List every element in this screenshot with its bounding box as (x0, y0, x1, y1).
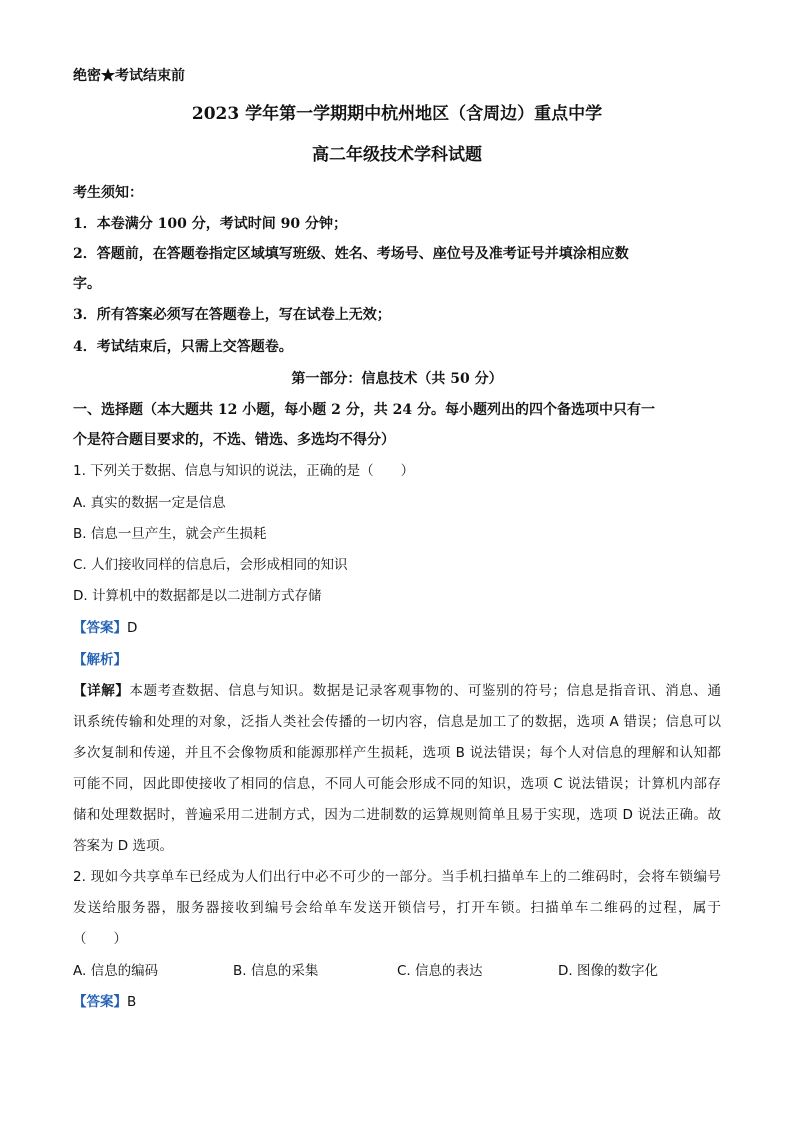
question-1-option-d: D. 计算机中的数据都是以二进制方式存储 (73, 588, 322, 604)
instruction-item: 2．答题前，在答题卷指定区域填写班级、姓名、考场号、座位号及准考证号并填涂相应数 (73, 246, 629, 262)
instruction-item: 4．考试结束后，只需上交答题卷。 (73, 339, 293, 355)
question-1-detail-line: 答案为 D 选项。 (73, 838, 173, 854)
question-1-analysis: 【解析】 (73, 652, 127, 668)
question-1-option-b: B. 信息一旦产生，就会产生损耗 (73, 526, 267, 542)
question-1-stem: 1. 下列关于数据、信息与知识的说法，正确的是（ ） (73, 463, 415, 479)
instruction-item: 1．本卷满分 100 分，考试时间 90 分钟； (73, 216, 347, 232)
question-2-stem: 2. 现如今共享单车已经成为人们出行中必不可少的一部分。当手机扫描单车上的二维码时，会将车锁编号 (73, 869, 721, 885)
question-2-option-c: C. 信息的表达 (397, 963, 483, 979)
answer-value: B (127, 994, 137, 1010)
exam-title: 2023 学年第一学期期中杭州地区（含周边）重点中学 (191, 104, 603, 124)
part-heading: 第一部分：信息技术（共 50 分） (291, 371, 503, 387)
instruction-item: 3．所有答案必须写在答题卷上，写在试卷上无效； (73, 307, 391, 323)
question-2-answer: 【答案】B (73, 994, 137, 1010)
question-2-option-b: B. 信息的采集 (233, 963, 319, 979)
question-2-option-a: A. 信息的编码 (73, 963, 159, 979)
question-1-detail-line: 讯系统传输和处理的对象，泛指人类社会传播的一切内容，信息是加工了的数据，选项 A 错误；信息可以 (73, 714, 721, 730)
section-heading-cont: 个是符合题目要求的，不选、错选、多选均不得分） (73, 432, 395, 448)
question-1-detail-line: 【详解】本题考查数据、信息与知识。数据是记录客观事物的、可鉴别的符号；信息是指音讯、消息、通 (73, 683, 722, 699)
question-1-option-a: A. 真实的数据一定是信息 (73, 495, 226, 511)
question-2-stem: 发送给服务器，服务器接收到编号会给单车发送开锁信号，打开车锁。扫描单车二维码的过程，属于 (73, 900, 721, 916)
detail-label: 详解 (87, 683, 116, 699)
instruction-item: 字。 (73, 276, 101, 292)
exam-subtitle: 高二年级技术学科试题 (312, 145, 482, 165)
answer-value: D (127, 620, 138, 636)
instructions-heading: 考生须知： (73, 185, 143, 201)
question-2-option-d: D. 图像的数字化 (558, 963, 658, 979)
analysis-label: 解析 (86, 652, 114, 668)
question-1-option-c: C. 人们接收同样的信息后，会形成相同的知识 (73, 557, 348, 573)
question-1-detail-line: 多次复制和传递，并且不会像物质和能源那样产生损耗，选项 B 说法错误；每个人对信息的理解和认知都 (73, 745, 721, 761)
question-1-answer: 【答案】D (73, 620, 138, 636)
question-1-detail-line: 可能不同，因此即使接收了相同的信息，不同人可能会形成不同的知识，选项 C 说法错误；计算机内部存 (73, 776, 721, 792)
question-1-detail-line: 储和处理数据时，普遍采用二进制方式，因为二进制数的运算规则简单且易于实现，选项 D 说法正确。故 (73, 807, 721, 823)
answer-label: 答案 (86, 620, 114, 636)
answer-label: 答案 (86, 994, 114, 1010)
question-2-stem: （ ） (73, 931, 127, 947)
section-heading: 一、选择题（本大题共 12 小题，每小题 2 分，共 24 分。每小题列出的四个备选项中只有一 (73, 402, 655, 418)
confidential-mark: 绝密★考试结束前 (73, 68, 185, 84)
